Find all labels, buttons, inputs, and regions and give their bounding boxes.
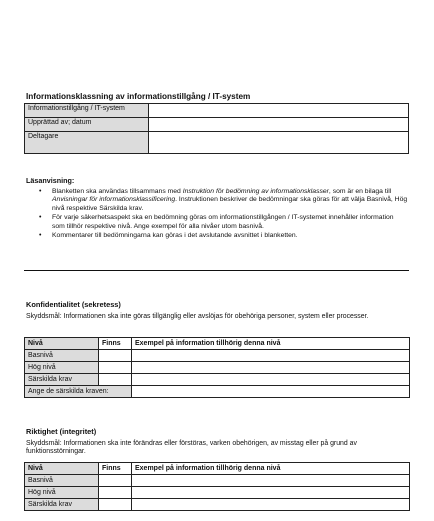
bullet-icon: • [39, 188, 42, 195]
finns-cell[interactable] [99, 487, 132, 499]
info-value-field[interactable] [149, 132, 409, 154]
instruction-text: Blanketten ska användas tillsammans med [52, 188, 183, 195]
special-requirements-field[interactable] [132, 386, 410, 398]
level-label: Hög nivå [25, 362, 99, 374]
finns-cell[interactable] [99, 374, 132, 386]
info-row [25, 104, 409, 118]
special-requirements-label: Ange de särskilda kraven: [25, 386, 132, 398]
instruction-text: . Instruktionen beskriver de bedömningar ska göras för att välja Basnivå, Hög nivå respektive Särskilda krav. [52, 196, 408, 212]
section-title: Konfidentialitet (sekretess) [26, 300, 121, 309]
instruction-item [39, 214, 408, 231]
column-header: Exempel på information tillhörig denna nivå [132, 463, 410, 475]
table-row [25, 350, 410, 362]
column-header: Finns [99, 338, 132, 350]
info-label: Informationstillgång / IT-system [25, 104, 149, 118]
example-cell[interactable] [132, 475, 410, 487]
info-row [25, 132, 409, 154]
example-cell[interactable] [132, 374, 410, 386]
info-value-field[interactable] [149, 118, 409, 132]
table-header-row [25, 338, 410, 350]
column-header: Finns [99, 463, 132, 475]
info-label: Deltagare [25, 132, 149, 154]
info-table [24, 103, 409, 154]
table-row [25, 374, 410, 386]
column-header: Nivå [25, 338, 99, 350]
section-description: Skyddsmål: Informationen ska inte göras tillgänglig eller avslöjas för obehöriga personer, system eller processer. [26, 313, 369, 320]
level-table-confidentiality [24, 337, 410, 398]
instruction-text: Kommentarer till bedömningarna kan göras i det avslutande avsnittet i blanketten. [52, 232, 298, 240]
instruction-text: För varje säkerhetsaspekt ska en bedömning göras om informationstillgången / IT-systemet innehåller information som tillhör respektive nivå. Ange exempel för alla nivåer utom basnivå. [52, 214, 394, 230]
section-description: Skyddsmål: Informationen ska inte förändras eller förstöras, varken obehörigen, av misstag eller på grund av funktionsstörningar. [26, 440, 357, 456]
level-label: Basnivå [25, 475, 99, 487]
instructions-heading: Läsanvisning: [26, 176, 75, 185]
level-label: Basnivå [25, 350, 99, 362]
column-header: Nivå [25, 463, 99, 475]
instructions-list [39, 188, 408, 241]
level-label: Hög nivå [25, 487, 99, 499]
instruction-text: , som är en bilaga till [328, 188, 392, 195]
instruction-item [39, 188, 408, 213]
example-cell[interactable] [132, 362, 410, 374]
finns-cell[interactable] [99, 350, 132, 362]
finns-cell[interactable] [99, 499, 132, 511]
finns-cell[interactable] [99, 475, 132, 487]
table-row [25, 499, 410, 511]
example-cell[interactable] [132, 499, 410, 511]
form-title: Informationsklassning av informationstillgång / IT-system [26, 92, 251, 101]
instruction-item [39, 232, 408, 240]
table-row [25, 475, 410, 487]
finns-cell[interactable] [99, 362, 132, 374]
info-label: Upprättad av; datum [25, 118, 149, 132]
column-header: Exempel på information tillhörig denna nivå [132, 338, 410, 350]
example-cell[interactable] [132, 487, 410, 499]
example-cell[interactable] [132, 350, 410, 362]
info-value-field[interactable] [149, 104, 409, 118]
level-label: Särskilda krav [25, 499, 99, 511]
table-row [25, 487, 410, 499]
section-divider [24, 270, 409, 271]
table-header-row [25, 463, 410, 475]
level-table-integrity [24, 462, 410, 511]
bullet-icon: • [39, 214, 42, 222]
table-row [25, 386, 410, 398]
info-row [25, 118, 409, 132]
document-reference: Instruktion för bedömning av informationsklasser [182, 188, 329, 195]
table-row [25, 362, 410, 374]
document-reference: Anvisningar för informationsklassificering [52, 196, 176, 204]
section-title: Riktighet (integritet) [26, 427, 97, 436]
level-label: Särskilda krav [25, 374, 99, 386]
bullet-icon: • [39, 232, 42, 240]
